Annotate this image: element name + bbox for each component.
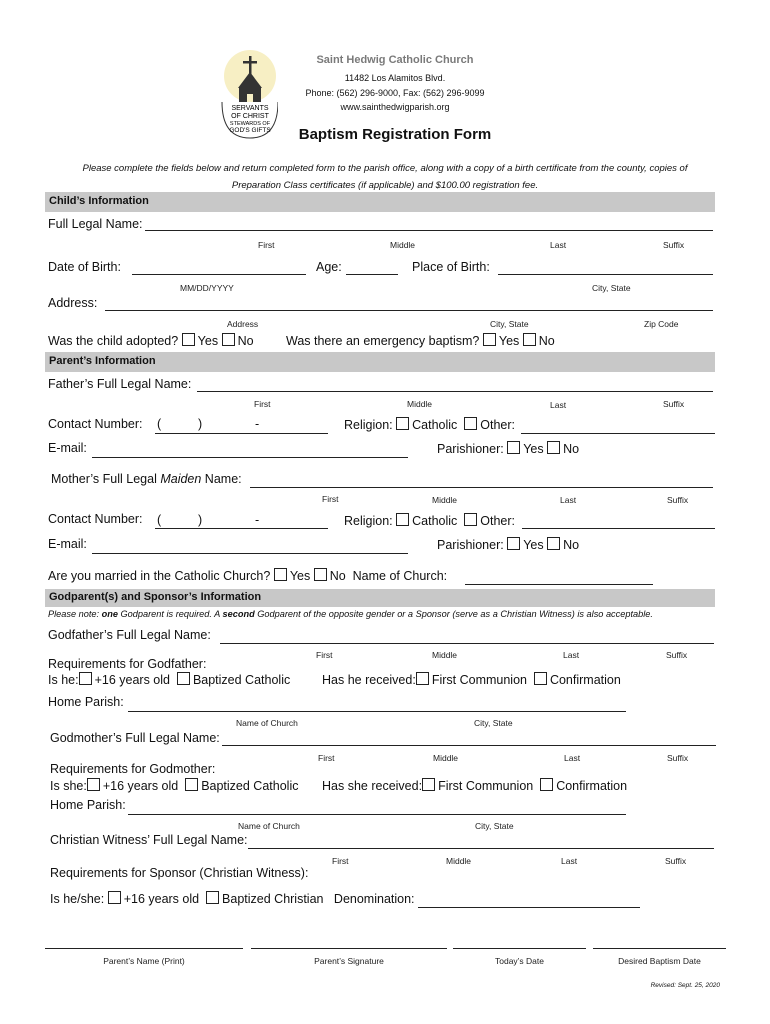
godparent-note: Please note: one Godparent is required. A second Godparent of the opposite gender or a Sponsor (serve as a Christian Witness) is also acceptable.	[48, 609, 653, 619]
father-other-checkbox[interactable]	[464, 417, 477, 430]
adopted-no-checkbox[interactable]	[222, 333, 235, 346]
sub-last: Last	[564, 753, 581, 763]
sub-suffix: Suffix	[663, 399, 685, 409]
sig-label-parent-signature: Parent’s Signature	[314, 956, 384, 966]
sub-suffix: Suffix	[667, 753, 689, 763]
sub-middle: Middle	[446, 856, 472, 866]
church-logo	[218, 44, 278, 140]
mother-catholic-checkbox[interactable]	[396, 513, 409, 526]
godmother-communion-checkbox[interactable]	[422, 778, 435, 791]
sub-first: First	[318, 753, 335, 763]
church-address: 11482 Los Alamitos Blvd.	[344, 73, 446, 83]
parent-signature-field[interactable]	[251, 948, 447, 949]
address-label: Address:	[48, 296, 98, 310]
child-name-field[interactable]	[145, 230, 713, 231]
sub-middle: Middle	[432, 650, 458, 660]
sub-first: First	[322, 494, 339, 504]
married-row: Are you married in the Catholic Church? Yes No Name of Church:	[48, 569, 448, 583]
sig-label-desired-date: Desired Baptism Date	[618, 956, 701, 966]
pob-city-state: City, State	[592, 283, 631, 293]
mother-email-field[interactable]	[92, 553, 408, 554]
address-field[interactable]	[105, 310, 713, 311]
godmother-received-row: Has she received: First Communion Confirmation	[322, 779, 628, 793]
godfather-req-row: Is he: +16 years old Baptized Catholic	[48, 673, 291, 687]
svg-text:GOD'S GIFTS: GOD'S GIFTS	[229, 127, 271, 134]
sponsor-baptized-checkbox[interactable]	[206, 891, 219, 904]
todays-date-field[interactable]	[453, 948, 586, 949]
emergency-no-checkbox[interactable]	[523, 333, 536, 346]
father-parishioner-no-checkbox[interactable]	[547, 441, 560, 454]
req-sponsor-label: Requirements for Sponsor (Christian Witness):	[50, 866, 309, 880]
sub-last: Last	[563, 650, 580, 660]
instructions-line-1: Please complete the fields below and return completed form to the parish office, along with a copy of a birth certificate from the county, copies of	[82, 163, 688, 174]
paren-open: (	[157, 513, 162, 527]
godmother-req-row: Is she: +16 years old Baptized Catholic	[50, 779, 299, 793]
sub-suffix: Suffix	[665, 856, 687, 866]
sponsor-age-checkbox[interactable]	[108, 891, 121, 904]
mother-email-label: E-mail:	[48, 537, 87, 551]
godfather-communion-checkbox[interactable]	[416, 672, 429, 685]
godfather-name-field[interactable]	[220, 643, 714, 644]
dob-field[interactable]	[132, 274, 306, 275]
age-field[interactable]	[346, 274, 398, 275]
mother-contact-field[interactable]	[155, 528, 328, 529]
church-website: www.sainthedwigparish.org	[340, 102, 450, 112]
sub-middle: Middle	[432, 495, 458, 505]
dob-label: Date of Birth:	[48, 260, 121, 274]
father-email-label: E-mail:	[48, 441, 87, 455]
sub-church: Name of Church	[236, 718, 298, 728]
mother-name-field[interactable]	[250, 487, 713, 488]
father-email-field[interactable]	[92, 457, 408, 458]
section-parent-info: Parent’s Information	[45, 352, 715, 372]
mother-other-checkbox[interactable]	[464, 513, 477, 526]
mother-name-label: Mother’s Full Legal Maiden Name:	[51, 472, 242, 486]
paren-open: (	[157, 417, 162, 431]
father-name-field[interactable]	[197, 391, 713, 392]
godfather-age-checkbox[interactable]	[79, 672, 92, 685]
mother-parishioner-no-checkbox[interactable]	[547, 537, 560, 550]
sub-first: First	[258, 240, 275, 250]
sub-zip: Zip Code	[644, 319, 679, 329]
req-godmother-label: Requirements for Godmother:	[50, 762, 216, 776]
godmother-parish-field[interactable]	[128, 814, 626, 815]
sub-city-state: City, State	[474, 718, 513, 728]
desired-date-field[interactable]	[593, 948, 726, 949]
father-other-field[interactable]	[521, 433, 715, 434]
section-child-info: Child’s Information	[45, 192, 715, 212]
sub-address: Address	[227, 319, 259, 329]
req-godfather-label: Requirements for Godfather:	[48, 657, 207, 671]
church-phone: Phone: (562) 296-9000, Fax: (562) 296-9099	[305, 88, 485, 98]
mother-other-field[interactable]	[522, 528, 715, 529]
sub-last: Last	[550, 240, 567, 250]
sub-last: Last	[560, 495, 577, 505]
church-name: Saint Hedwig Catholic Church	[316, 54, 474, 66]
sub-suffix: Suffix	[666, 650, 688, 660]
revised-date: Revised: Sept. 25, 2020	[650, 982, 720, 989]
godfather-received-row: Has he received: First Communion Confirmation	[322, 673, 621, 687]
pob-label: Place of Birth:	[412, 260, 490, 274]
sub-city-state: City, State	[475, 821, 514, 831]
sub-city-state: City, State	[490, 319, 529, 329]
father-name-label: Father’s Full Legal Name:	[48, 377, 192, 391]
godfather-baptized-checkbox[interactable]	[177, 672, 190, 685]
sub-last: Last	[550, 400, 567, 410]
godfather-confirmation-checkbox[interactable]	[534, 672, 547, 685]
church-logo-icon	[218, 44, 278, 140]
godmother-name-field[interactable]	[222, 745, 716, 746]
married-yes-checkbox[interactable]	[274, 568, 287, 581]
mother-contact-label: Contact Number:	[48, 512, 143, 526]
godfather-name-label: Godfather’s Full Legal Name:	[48, 628, 211, 642]
sig-label-parent-name: Parent’s Name (Print)	[103, 956, 185, 966]
sub-middle: Middle	[390, 240, 416, 250]
godmother-parish-label: Home Parish:	[50, 798, 126, 812]
denomination-field[interactable]	[418, 907, 640, 908]
age-label: Age:	[316, 260, 342, 274]
adopted-yes-checkbox[interactable]	[182, 333, 195, 346]
godmother-name-label: Godmother’s Full Legal Name:	[50, 731, 220, 745]
church-name-field[interactable]	[465, 584, 653, 585]
sub-middle: Middle	[407, 399, 433, 409]
child-name-label: Full Legal Name:	[48, 217, 143, 231]
emergency-row: Was there an emergency baptism? Yes No	[286, 334, 555, 348]
godfather-parish-field[interactable]	[128, 711, 626, 712]
sub-suffix: Suffix	[667, 495, 689, 505]
sub-church: Name of Church	[238, 821, 300, 831]
form-title: Baptism Registration Form	[298, 126, 492, 143]
sub-first: First	[254, 399, 271, 409]
father-catholic-checkbox[interactable]	[396, 417, 409, 430]
godmother-age-checkbox[interactable]	[87, 778, 100, 791]
svg-text:OF CHRIST: OF CHRIST	[231, 113, 269, 120]
pob-field[interactable]	[498, 274, 713, 275]
mother-parishioner-yes-checkbox[interactable]	[507, 537, 520, 550]
adopted-row: Was the child adopted? Yes No	[48, 334, 254, 348]
godfather-parish-label: Home Parish:	[48, 695, 124, 709]
instructions-line-2: Preparation Class certificates (if applicable) and $100.00 registration fee.	[231, 180, 539, 191]
sig-label-today: Today’s Date	[495, 956, 544, 966]
paren-close: )	[198, 513, 203, 527]
dob-format: MM/DD/YYYY	[180, 283, 234, 293]
father-contact-label: Contact Number:	[48, 417, 143, 431]
sub-first: First	[332, 856, 349, 866]
father-parishioner-row: Parishioner: Yes No	[437, 442, 580, 456]
mother-parishioner-row: Parishioner: Yes No	[437, 538, 580, 552]
mother-religion-row: Religion: Catholic Other:	[344, 514, 515, 528]
sub-last: Last	[561, 856, 578, 866]
father-religion-row: Religion: Catholic Other:	[344, 418, 515, 432]
section-godparent-info: Godparent(s) and Sponsor’s Information	[45, 589, 715, 607]
paren-close: )	[198, 417, 203, 431]
married-no-checkbox[interactable]	[314, 568, 327, 581]
godmother-confirmation-checkbox[interactable]	[540, 778, 553, 791]
witness-name-field[interactable]	[248, 848, 714, 849]
father-parishioner-yes-checkbox[interactable]	[507, 441, 520, 454]
svg-text:STEWARDS OF: STEWARDS OF	[229, 121, 271, 127]
svg-text:SERVANTS: SERVANTS	[231, 105, 269, 112]
dash: -	[255, 417, 260, 431]
father-contact-field[interactable]	[155, 433, 328, 434]
witness-name-label: Christian Witness’ Full Legal Name:	[50, 833, 248, 847]
sponsor-req-row: Is he/she: +16 years old Baptized Christian Denomination:	[50, 892, 415, 906]
sub-first: First	[316, 650, 333, 660]
emergency-yes-checkbox[interactable]	[483, 333, 496, 346]
dash: -	[255, 513, 260, 527]
parent-name-print-field[interactable]	[45, 948, 243, 949]
sub-middle: Middle	[433, 753, 459, 763]
godmother-baptized-checkbox[interactable]	[185, 778, 198, 791]
sub-suffix: Suffix	[663, 240, 685, 250]
